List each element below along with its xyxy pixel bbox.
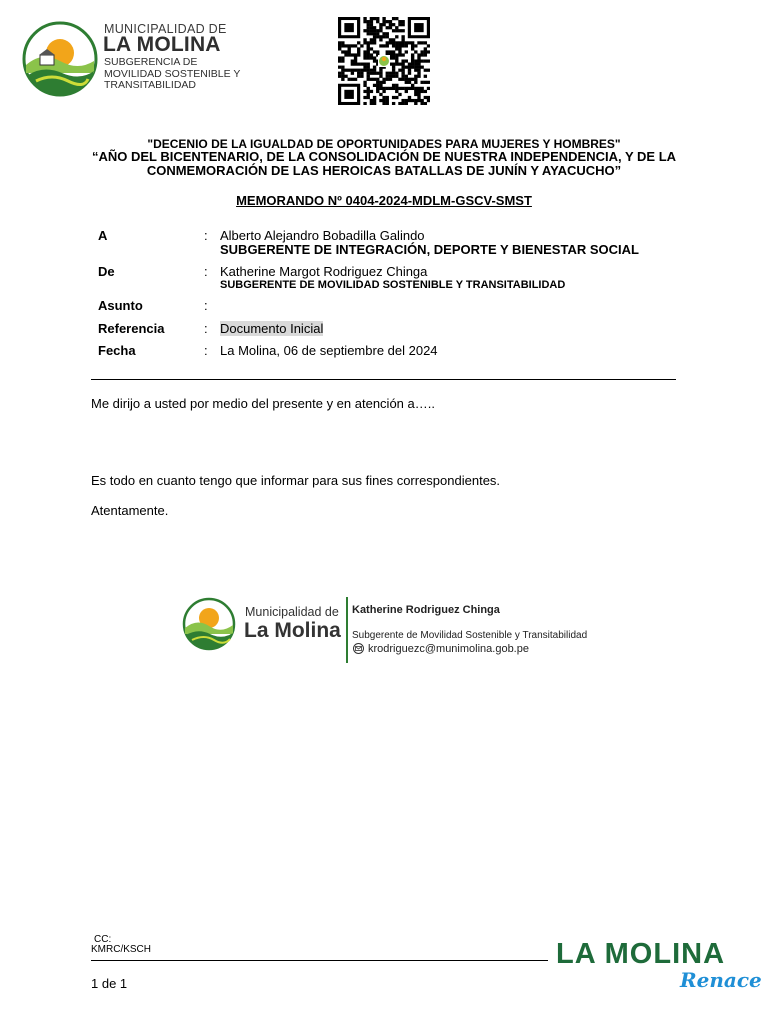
footer-tagline: Renace bbox=[680, 968, 762, 992]
la-molina-emblem-icon bbox=[22, 21, 98, 97]
body-closing: Es todo en cuanto tengo que informar para sus fines correspondientes. bbox=[91, 473, 501, 488]
signature-divider bbox=[346, 597, 348, 663]
cc-label: CC: bbox=[94, 934, 112, 945]
envelope-icon bbox=[352, 643, 365, 654]
author-initials: KMRC/KSCH bbox=[91, 944, 152, 955]
header-sub-line: TRANSITABILIDAD bbox=[104, 79, 196, 91]
field-colon: : bbox=[204, 264, 208, 279]
year-motto: “AÑO DEL BICENTENARIO, DE LA CONSOLIDACIÓN DE NUESTRA INDEPENDENCIA, Y DE LA CONMEMORACIÓN DE LAS HEROICAS BATALLAS DE JUNÍN Y AYACUCHO” bbox=[91, 149, 677, 178]
field-label-de: De bbox=[98, 264, 115, 279]
decade-motto: "DECENIO DE LA IGUALDAD DE OPORTUNIDADES PARA MUJERES Y HOMBRES" bbox=[147, 137, 621, 151]
signature-muni-name: La Molina bbox=[244, 619, 341, 642]
field-label-asunto: Asunto bbox=[98, 298, 143, 313]
memo-title: MEMORANDO Nº 0404-2024-MDLM-GSCV-SMST bbox=[236, 193, 532, 208]
header-subgerencia bbox=[104, 57, 240, 92]
signature-email[interactable]: krodriguezc@munimolina.gob.pe bbox=[368, 643, 529, 655]
sender-role: SUBGERENTE DE MOVILIDAD SOSTENIBLE Y TRANSITABILIDAD bbox=[220, 279, 566, 291]
field-label-a: A bbox=[98, 228, 108, 243]
header-sub-line: SUBGERENCIA DE bbox=[104, 56, 198, 68]
signature-muni-label: Municipalidad de bbox=[245, 605, 339, 619]
recipient-name: Alberto Alejandro Bobadilla Galindo bbox=[220, 228, 425, 243]
header-muni-name: LA MOLINA bbox=[103, 33, 221, 56]
page-number: 1 de 1 bbox=[91, 976, 128, 991]
field-label-fecha: Fecha bbox=[98, 343, 136, 358]
body-farewell: Atentamente. bbox=[91, 503, 169, 518]
field-colon: : bbox=[204, 228, 208, 243]
signature-emblem-icon bbox=[182, 596, 236, 652]
signature-person: Katherine Rodriguez Chinga bbox=[352, 604, 500, 616]
signature-role: Subgerente de Movilidad Sostenible y Transitabilidad bbox=[352, 630, 588, 641]
field-colon: : bbox=[204, 298, 208, 313]
qr-code-icon bbox=[338, 17, 430, 105]
header-sub-line: MOVILIDAD SOSTENIBLE Y bbox=[104, 67, 241, 80]
header-divider bbox=[91, 379, 676, 380]
sender-name: Katherine Margot Rodriguez Chinga bbox=[220, 264, 428, 279]
header-muni-label: MUNICIPALIDAD DE bbox=[104, 22, 227, 36]
field-colon: : bbox=[204, 321, 208, 336]
footer-divider bbox=[91, 960, 548, 961]
fecha-value: La Molina, 06 de septiembre del 2024 bbox=[220, 343, 438, 358]
field-label-referencia: Referencia bbox=[98, 321, 165, 336]
field-colon: : bbox=[204, 343, 208, 358]
body-intro: Me dirijo a usted por medio del presente y en atención a….. bbox=[91, 396, 435, 411]
referencia-value: Documento Inicial bbox=[220, 321, 324, 336]
footer-brand: LA MOLINA bbox=[556, 938, 726, 970]
recipient-role: SUBGERENTE DE INTEGRACIÓN, DEPORTE Y BIENESTAR SOCIAL bbox=[220, 242, 639, 257]
